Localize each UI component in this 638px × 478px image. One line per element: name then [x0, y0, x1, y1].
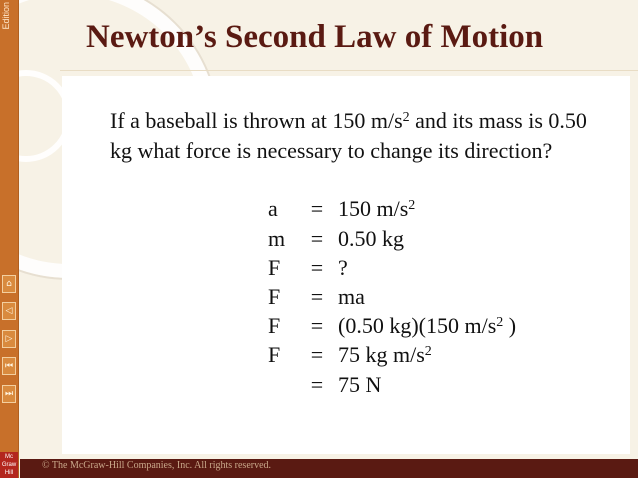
equation-value [332, 195, 415, 223]
copyright-text: © The McGraw-Hill Companies, Inc. All rights reserved. [42, 460, 272, 471]
question-superscript: 2 [402, 110, 410, 125]
equals-sign: = [310, 284, 324, 309]
equals-sign: = [310, 372, 324, 397]
home-icon[interactable]: ⌂ [2, 275, 16, 293]
equation-row [262, 254, 348, 282]
equation-row [262, 283, 365, 311]
equation-superscript: 2 [424, 344, 432, 359]
slide-title: Newton’s Second Law of Motion [86, 19, 544, 55]
edition-label: Edition [1, 2, 11, 30]
first-icon[interactable]: ⏮ [2, 357, 16, 375]
equation-superscript: 2 [496, 315, 504, 330]
equation-row [262, 341, 432, 369]
title-divider [60, 70, 638, 71]
equation-value [332, 312, 516, 340]
forward-icon[interactable]: ▷ [2, 330, 16, 348]
equation-variable: F [268, 255, 281, 280]
back-icon[interactable]: ◁ [2, 302, 16, 320]
equation-row [262, 371, 381, 399]
equation-value [332, 254, 348, 282]
last-icon[interactable]: ⏭ [2, 385, 16, 403]
equation-variable: F [268, 284, 281, 309]
equation-row [262, 195, 415, 223]
publisher-logo: Mc Graw Hill [1, 454, 17, 476]
equation-value-text: 150 m/s [338, 196, 409, 221]
question-part1: If a baseball is thrown at 150 m/s [110, 108, 403, 133]
equation-tail: ) [503, 313, 517, 338]
equation-value-text: ma [338, 284, 365, 309]
equation-variable: F [268, 342, 281, 367]
equation-value-text: 75 N [338, 372, 382, 397]
equation-value [332, 371, 381, 399]
equation-row [262, 312, 516, 340]
equation-value [332, 341, 432, 369]
equation-value-text: 0.50 kg [338, 226, 404, 251]
sidebar [0, 0, 19, 478]
equals-sign: = [310, 196, 324, 221]
equation-superscript: 2 [408, 198, 416, 213]
equals-sign: = [310, 255, 324, 280]
equation-value-text: ? [338, 255, 348, 280]
equals-sign: = [310, 226, 324, 251]
equation-value-text: (0.50 kg)(150 m/s [338, 313, 497, 338]
equals-sign: = [310, 313, 324, 338]
equation-variable: a [268, 196, 278, 221]
equals-sign: = [310, 342, 324, 367]
equation-value [332, 283, 365, 311]
question-text [110, 106, 600, 166]
equation-variable: m [268, 226, 286, 251]
equation-value-text: 75 kg m/s [338, 342, 425, 367]
equation-value [332, 225, 404, 253]
equation-variable: F [268, 313, 281, 338]
question-part2: and its mass is 0.50 kg what force is necessary to change its direction? [110, 108, 587, 163]
equation-row [262, 225, 404, 253]
